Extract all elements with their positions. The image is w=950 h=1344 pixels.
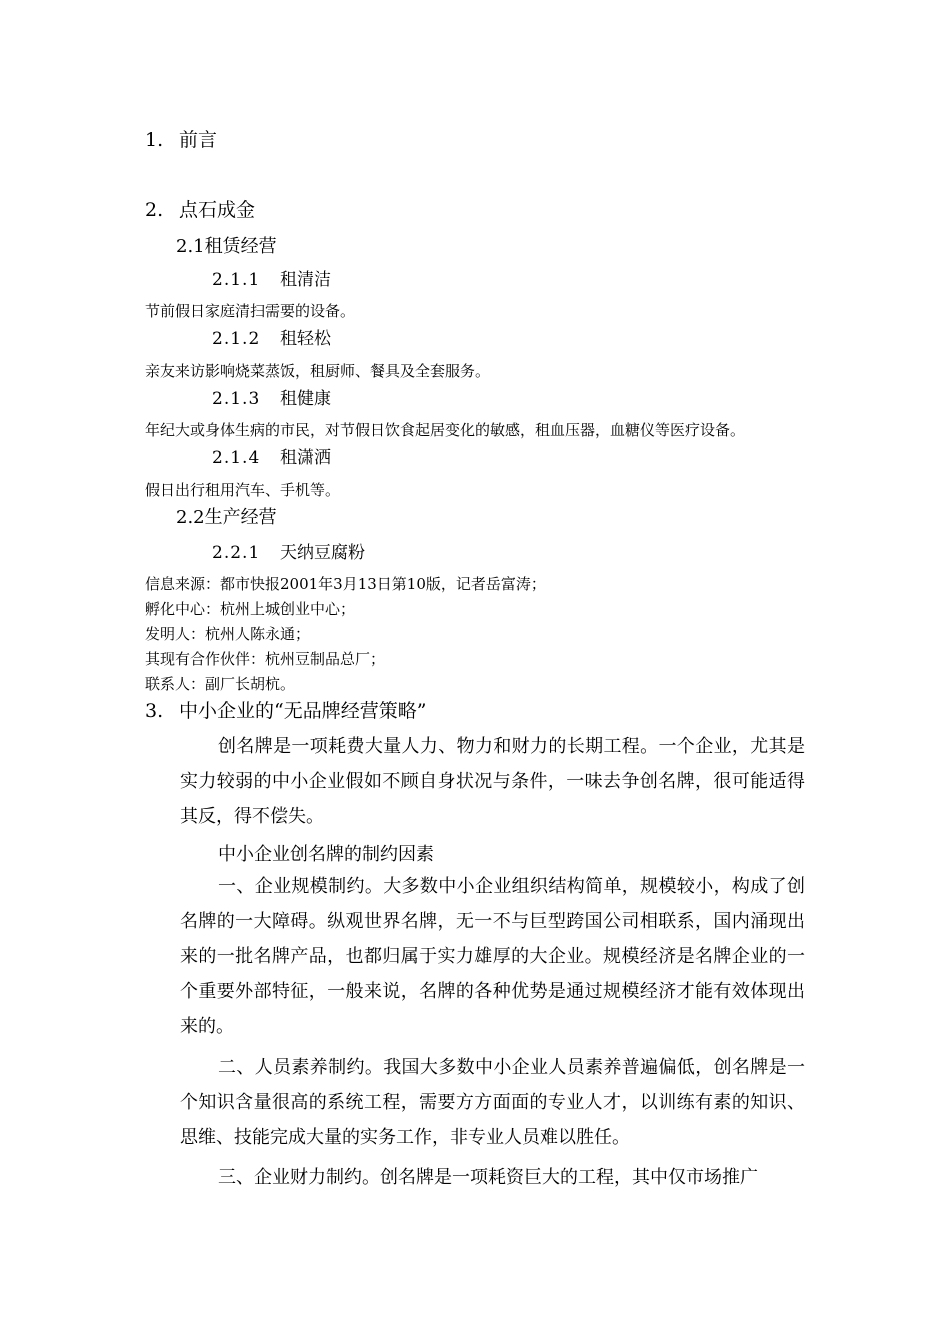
paragraph-text: 创名牌是一项耗费大量人力、物力和财力的长期工程。一个企业，尤其是实力较弱的中小企业假如不顾自身状况与条件，一味去争创名牌，很可能适得其反，得不偿失。 [180, 736, 805, 827]
heading-number: 2.1.4 [212, 448, 261, 468]
heading-2-1-1 [212, 265, 331, 290]
desc-2-1-1: 节前假日家庭清扫需要的设备。 [145, 302, 356, 320]
heading-title: 租轻松 [280, 329, 331, 349]
heading-number: 2.1.1 [212, 270, 261, 290]
heading-title: 租潇洒 [280, 448, 331, 468]
heading-number: 2.1.2 [212, 329, 261, 349]
paragraph-text: 三、企业财力制约。创名牌是一项耗资巨大的工程，其中仅市场推广 [218, 1167, 758, 1188]
heading-number: 2.1.3 [212, 389, 261, 409]
heading-number: 2. [145, 199, 164, 221]
info-source: 信息来源：都市快报2001年3月13日第10版，记者岳富涛； [145, 575, 546, 593]
heading-2-1: 2.1租赁经营 [176, 236, 277, 257]
heading-title: 租健康 [280, 389, 331, 409]
body-paragraph-2 [180, 869, 805, 1044]
heading-2-1-2 [212, 324, 331, 349]
heading-2-1-4 [212, 443, 331, 468]
heading-number: 1. [145, 129, 164, 151]
body-paragraph-4 [180, 1160, 805, 1195]
heading-2-1-3 [212, 384, 331, 409]
heading-number: 2.2.1 [212, 543, 261, 563]
info-incubator: 孵化中心：杭州上城创业中心； [145, 600, 356, 618]
section-subheading: 中小企业创名牌的制约因素 [218, 844, 434, 865]
heading-title: 租清洁 [280, 270, 331, 290]
heading-3 [145, 696, 426, 723]
heading-title: 点石成金 [179, 199, 256, 221]
heading-1 [145, 125, 217, 152]
body-paragraph-1 [180, 729, 805, 834]
desc-2-1-3: 年纪大或身体生病的市民，对节假日饮食起居变化的敏感，租血压器，血糖仪等医疗设备。 [145, 421, 746, 439]
body-paragraph-3 [180, 1050, 805, 1155]
heading-2 [145, 195, 255, 222]
heading-title: 前言 [179, 129, 218, 151]
info-inventor: 发明人：杭州人陈永通； [145, 625, 311, 643]
heading-title: 天纳豆腐粉 [280, 543, 365, 563]
paragraph-text: 二、人员素养制约。我国大多数中小企业人员素养普遍偏低，创名牌是一个知识含量很高的系统工程，需要方方面面的专业人才，以训练有素的知识、思维、技能完成大量的实务工作，非专业人员难以胜任。 [180, 1057, 805, 1148]
heading-2-2-1 [212, 538, 365, 563]
info-partner: 其现有合作伙伴：杭州豆制品总厂； [145, 650, 386, 668]
heading-title: 中小企业的“无品牌经营策略” [179, 700, 427, 722]
heading-2-2: 2.2生产经营 [176, 507, 277, 528]
paragraph-text: 一、企业规模制约。大多数中小企业组织结构简单，规模较小，构成了创名牌的一大障碍。纵观世界名牌，无一不与巨型跨国公司相联系，国内涌现出来的一批名牌产品，也都归属于实力雄厚的大企业。规模经济是名牌企业的一个重要外部特征，一般来说，名牌的各种优势是通过规模经济才能有效体现出来的。 [180, 876, 805, 1037]
desc-2-1-4: 假日出行租用汽车、手机等。 [145, 481, 341, 499]
desc-2-1-2: 亲友来访影响烧菜蒸饭，租厨师、餐具及全套服务。 [145, 362, 491, 380]
heading-number: 3. [145, 700, 164, 722]
info-contact: 联系人：副厂长胡杭。 [145, 675, 296, 693]
